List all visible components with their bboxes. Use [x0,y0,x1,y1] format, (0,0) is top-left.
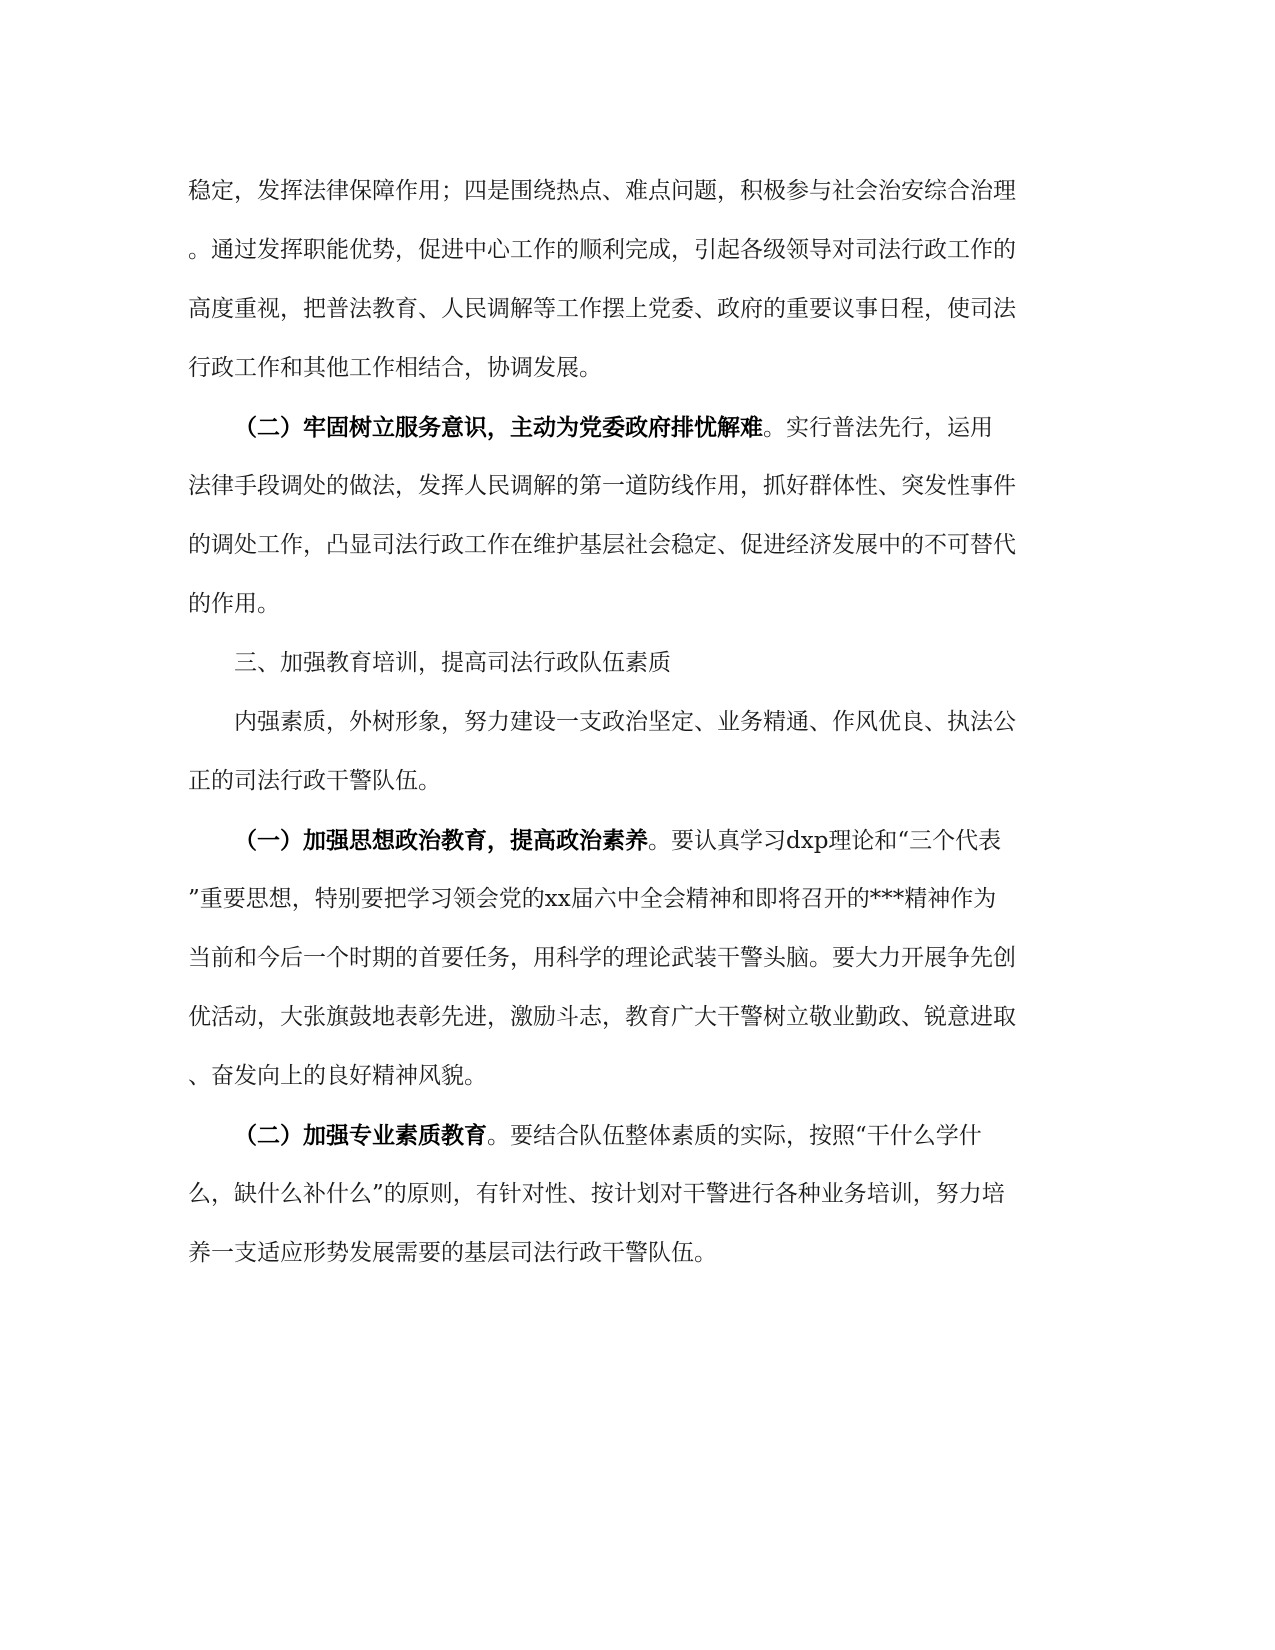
text-line: 、奋发向上的良好精神风貌。 [188,1063,487,1089]
text-line [188,811,1088,870]
paragraph-professional-education [188,1106,1088,1283]
text-line: ”重要思想，特别要把学习领会党的xx届六中全会精神和即将召开的***精神作为 [188,886,997,912]
heading-text: 三、加强教育培训，提高司法行政队伍素质 [234,650,671,676]
section-heading [188,634,1088,693]
paragraph-political-education [188,811,1088,1106]
paragraph-continuation [188,162,1088,398]
text-run: 。要结合队伍整体素质的实际，按照“干什么学什 [487,1123,982,1149]
text-line [188,398,1088,457]
text-line: 养一支适应形势发展需要的基层司法行政干警队伍。 [188,1240,717,1266]
text-line: 内强素质，外树形象，努力建设一支政治坚定、业务精通、作风优良、执法公 [234,709,1016,735]
paragraph-service-awareness [188,398,1088,634]
text-line [188,1106,1088,1165]
text-run: 。实行普法先行，运用 [763,415,993,441]
text-line: 正的司法行政干警队伍。 [188,768,441,794]
bold-lead: （二）牢固树立服务意识，主动为党委政府排忧解难 [234,414,763,441]
bold-lead: （二）加强专业素质教育 [234,1122,487,1149]
text-line: 行政工作和其他工作相结合，协调发展。 [188,355,602,381]
text-line: 优活动，大张旗鼓地表彰先进，激励斗志，教育广大干警树立敬业勤政、锐意进取 [188,1004,1016,1030]
text-line: 的作用。 [188,591,280,617]
text-line: 法律手段调处的做法，发挥人民调解的第一道防线作用，抓好群体性、突发性事件 [188,473,1016,499]
text-line: 当前和今后一个时期的首要任务，用科学的理论武装干警头脑。要大力开展争先创 [188,945,1016,971]
text-line: 么，缺什么补什么”的原则，有针对性、按计划对干警进行各种业务培训，努力培 [188,1181,1005,1207]
text-line: 。通过发挥职能优势，促进中心工作的顺利完成，引起各级领导对司法行政工作的 [188,237,1016,263]
text-run: 。要认真学习dxp理论和“三个代表 [648,828,1002,854]
paragraph-intro [188,693,1088,811]
bold-lead: （一）加强思想政治教育，提高政治素养 [234,827,648,854]
text-line: 的调处工作，凸显司法行政工作在维护基层社会稳定、促进经济发展中的不可替代 [188,532,1016,558]
text-line: 高度重视，把普法教育、人民调解等工作摆上党委、政府的重要议事日程，使司法 [188,296,1016,322]
text-line: 稳定，发挥法律保障作用；四是围绕热点、难点问题，积极参与社会治安综合治理 [188,178,1016,204]
document-body [188,162,1088,1283]
